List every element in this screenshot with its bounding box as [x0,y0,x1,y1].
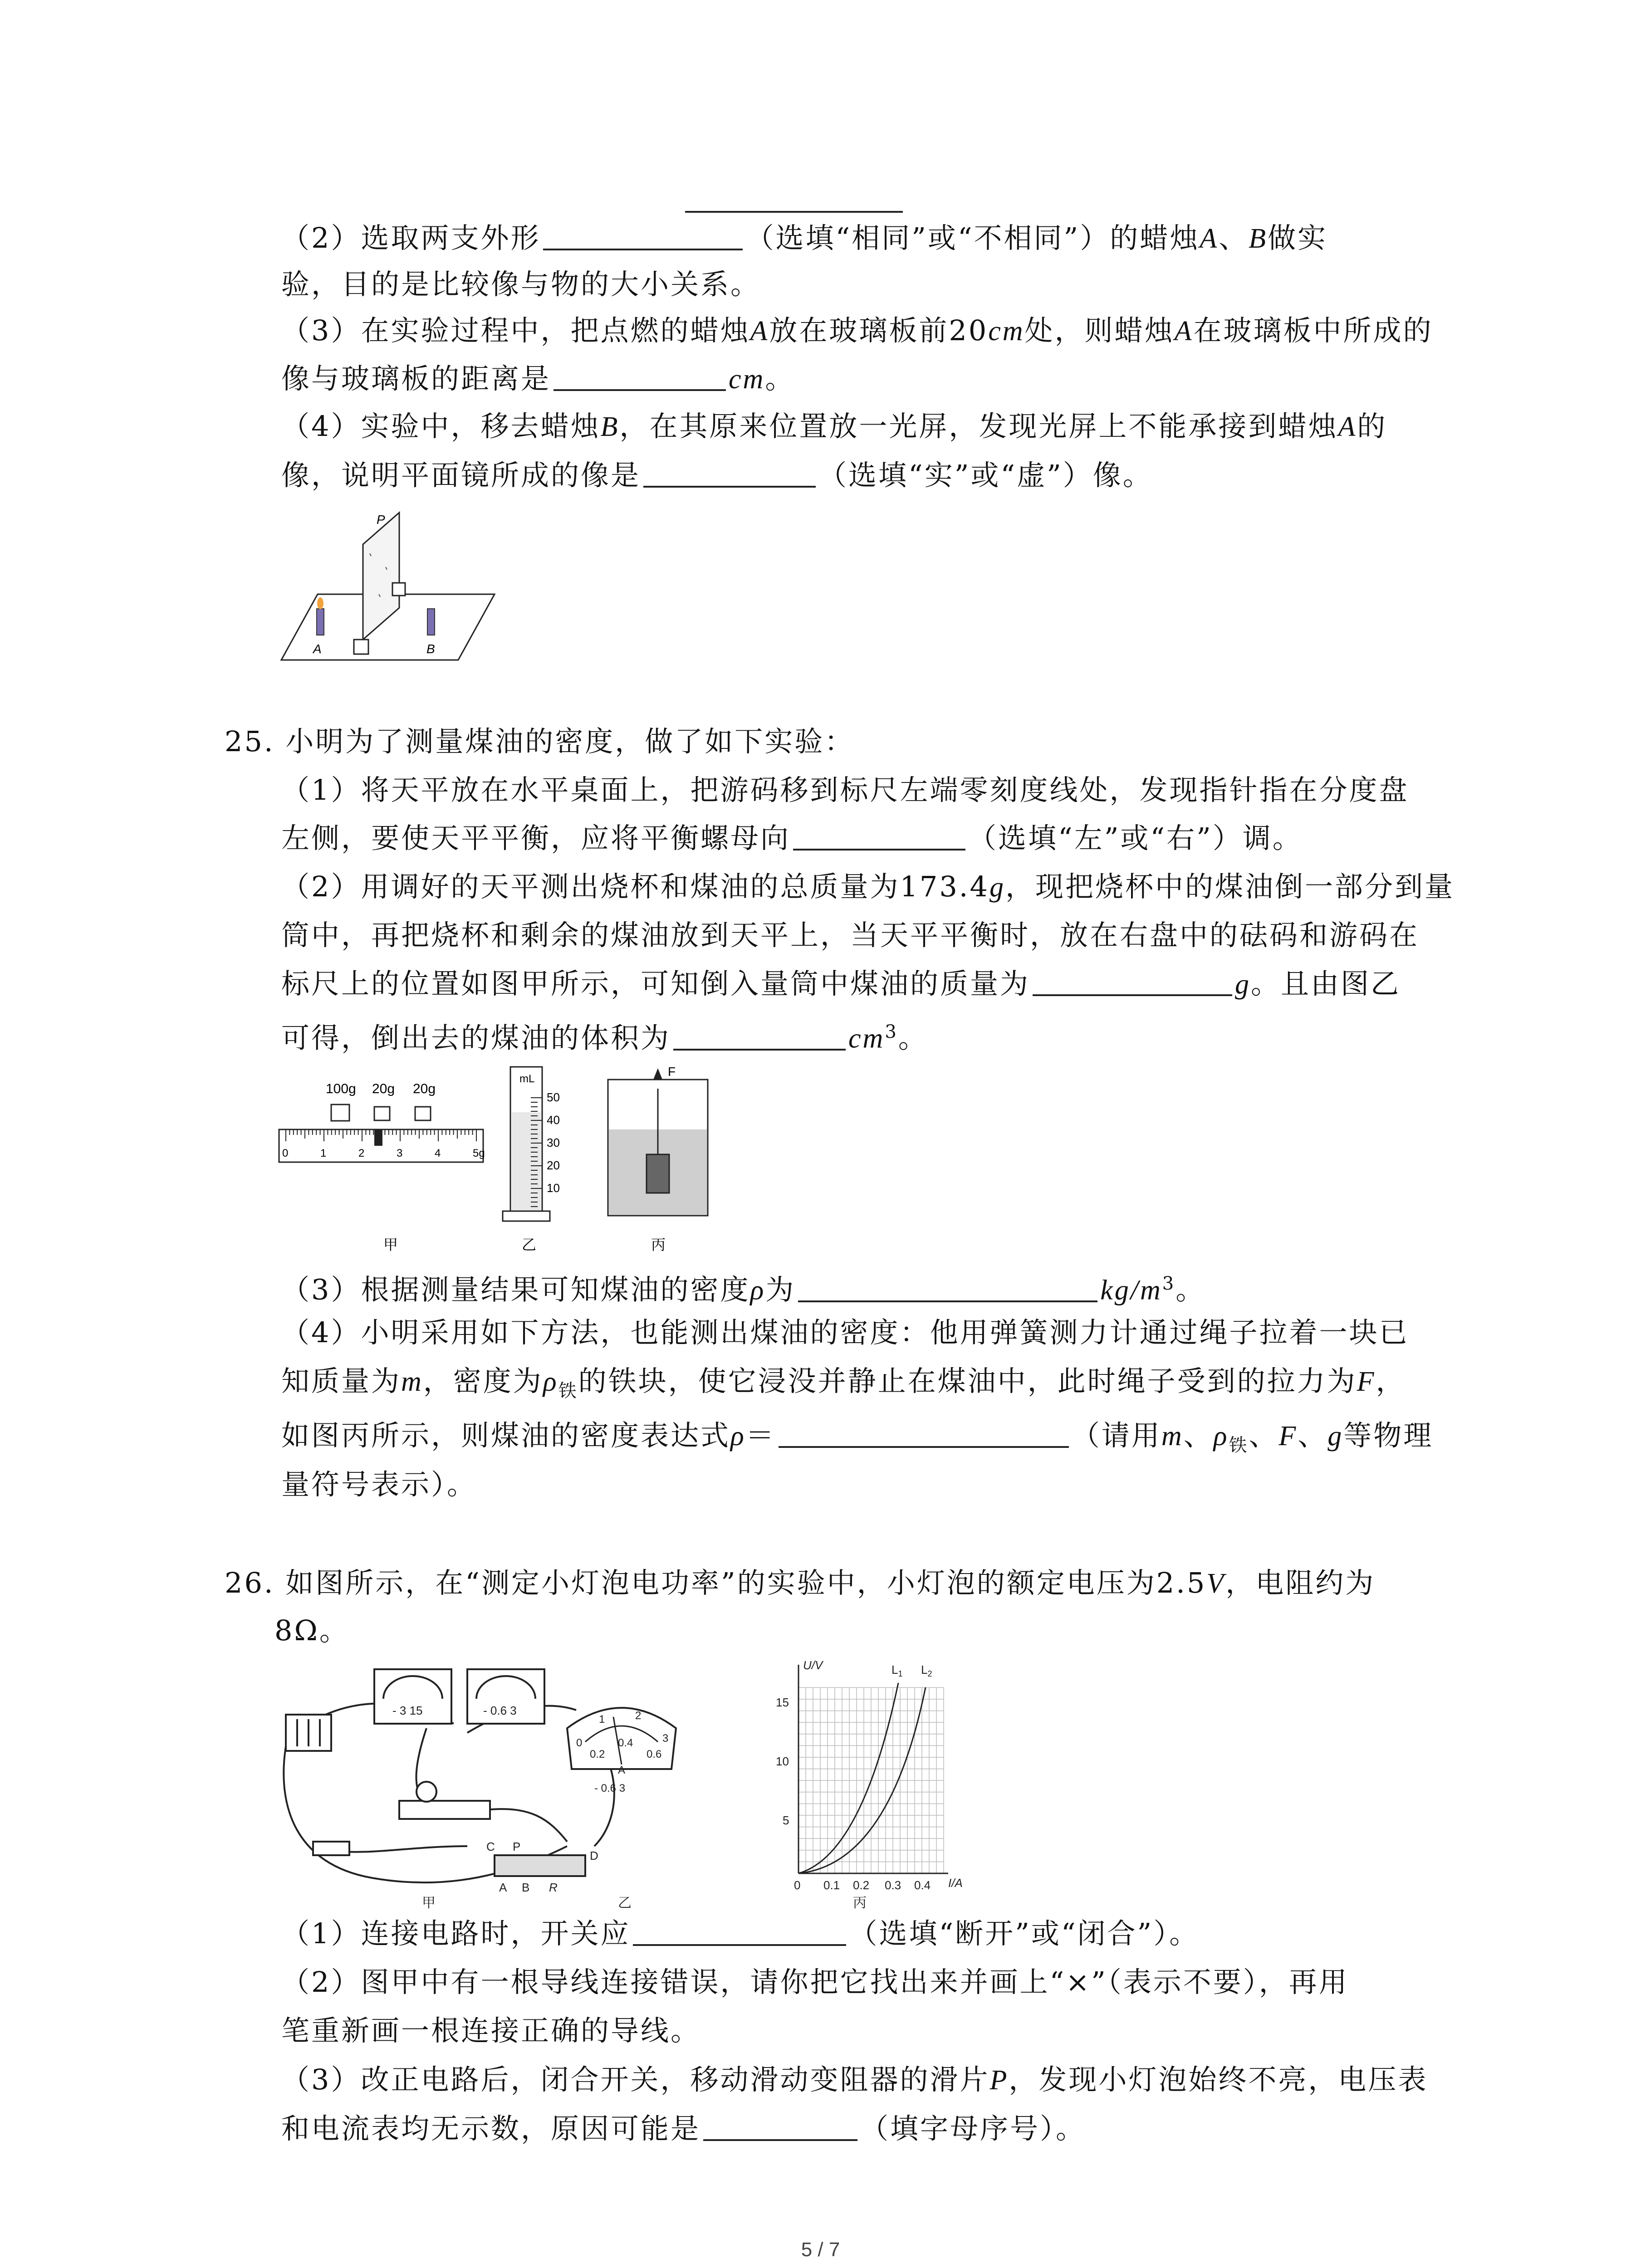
weight-icon [331,1105,349,1121]
answer-blank[interactable] [543,221,743,250]
y-tick: 15 [776,1696,789,1709]
answer-blank[interactable] [703,2112,857,2141]
scale-tick-label: 5g [473,1147,485,1159]
bulb-icon [416,1782,436,1802]
curve-label: $L_2$ [921,1663,932,1678]
q26-title-line1: 26. 如图所示，在“测定小灯泡电功率”的实验中，小灯泡的额定电压为2.5V，电阻约为 [225,1566,1376,1599]
scale-tick-label: 2 [358,1147,365,1159]
dial-tick: 1 [599,1713,605,1725]
ammeter-dial-figure [567,1708,676,1910]
graduated-cylinder-figure [503,1067,560,1253]
caption: 丙 [853,1896,867,1910]
caption: 乙 [618,1896,632,1910]
q25-part2-line4: 可得，倒出去的煤油的体积为 $cm^3$。 [281,1021,928,1055]
beaker-figure [608,1065,708,1253]
curve-label: $L_1$ [892,1663,903,1678]
force-label: F [668,1065,676,1079]
caption: 丙 [651,1237,666,1253]
q26-part3-line1: （3）改正电路后，闭合开关，移动滑动变阻器的滑片P，发现小灯泡始终不亮，电压表 [281,2063,1428,2096]
answer-blank[interactable] [1033,967,1232,996]
q26-part2-line2: 笔重新画一根连接正确的导线。 [281,2014,701,2047]
balance-scale-figure [279,1081,485,1253]
answer-blank [685,211,903,213]
q24-part4-line2: 像，说明平面镜所成的像是 （选填“实”或“虚”）像。 [281,459,1153,492]
weight-icon [415,1107,431,1120]
q26-figures [277,1656,1012,1910]
glass-plate [363,513,399,640]
rheostat-label: D [590,1849,598,1862]
circuit-figure [284,1669,614,1882]
mirror-experiment-figure [277,503,513,667]
ui-graph-figure [776,1658,963,1910]
scale-tick-label: 1 [320,1147,327,1159]
unit-label: mL [519,1073,535,1085]
q25-part3-line: （3）根据测量结果可知煤油的密度ρ为 $kg/m^3$。 [281,1273,1206,1306]
dial-terminals: - 0.6 3 [594,1782,626,1794]
dial-tick: 0.4 [618,1737,633,1749]
arrow-up-icon [653,1068,662,1080]
label-a: A [313,642,322,656]
flame-icon [317,597,323,609]
scale-tick-label: 3 [397,1147,403,1159]
scale-tick-label: 0 [282,1147,289,1159]
cylinder-tick-label: 20 [547,1158,560,1172]
q26-part2-line1: （2）图甲中有一根导线连接错误，请你把它找出来并画上“×”（表示不要），再用 [281,1965,1349,1999]
answer-blank[interactable] [793,821,965,850]
y-axis-label: U/V [803,1658,823,1672]
caption: 甲 [383,1237,398,1253]
y-tick: 5 [783,1813,789,1827]
rheostat-icon [495,1855,585,1876]
bulb-base [399,1801,490,1819]
support-block [392,583,405,596]
candle-b [427,609,435,635]
rider [374,1129,382,1146]
x-axis-label: I/A [948,1876,963,1890]
dial-tick: 0.2 [590,1748,605,1760]
dial-tick: 0.6 [647,1748,662,1760]
rheostat-label: R [549,1881,558,1894]
wire [336,1846,467,1852]
candle-a [317,609,324,635]
q25-part4-line4: 量符号表示）。 [281,1468,477,1501]
answer-blank[interactable] [643,459,816,488]
meter-scale-label: - 0.6 3 [483,1704,517,1717]
weight-icon [374,1107,390,1120]
label-b: B [426,642,435,656]
q25-part2-line2: 筒中，再把烧杯和剩余的煤油放到天平上，当天平平衡时，放在右盘中的砝码和游码在 [281,919,1420,952]
scale-tick-label: 4 [435,1147,441,1159]
caption: 甲 [422,1896,436,1910]
q24-part4-line1: （4）实验中，移去蜡烛B，在其原来位置放一光屏，发现光屏上不能承接到蜡烛A的 [281,410,1387,443]
cylinder-base [503,1211,550,1221]
x-tick: 0.3 [885,1878,901,1892]
q24-part3-line2: 像与玻璃板的距离是 cm。 [281,362,795,395]
rheostat-label: A [499,1881,507,1894]
answer-blank[interactable] [554,362,726,391]
rheostat-label: C [486,1840,495,1853]
cylinder-tick-label: 10 [547,1181,560,1195]
weight-label: 100g [326,1081,356,1096]
label-p: P [377,513,385,527]
x-tick: 0.2 [853,1878,870,1892]
q24-part2-line2: 验，目的是比较像与物的大小关系。 [281,268,761,301]
q25-part1-line2: 左侧，要使天平平衡，应将平衡螺母向 （选填“左”或“右”）调。 [281,821,1303,855]
page-number: 5 / 7 [801,2239,840,2261]
q25-part4-line2: 知质量为m，密度为$\rho_铁$的铁块，使它浸没并静止在煤油中，此时绳子受到的拉力为F， [281,1364,1406,1402]
wire [485,1809,567,1842]
q26-part3-line2: 和电流表均无示数，原因可能是 （填字母序号）。 [281,2112,1086,2145]
weight-label: 20g [372,1081,395,1096]
q25-title: 25. 小明为了测量煤油的密度，做了如下实验： [225,725,855,758]
answer-blank[interactable] [673,1022,846,1051]
meter-scale-label: - 3 15 [392,1704,423,1717]
q24-part3-line1: （3）在实验过程中，把点燃的蜡烛A放在玻璃板前20cm处，则蜡烛A在玻璃板中所成的 [281,314,1433,347]
q25-figures [277,1061,957,1261]
q24-part2-line1: （2）选取两支外形 （选填“相同”或“不相同”）的蜡烛A、B做实 [281,221,1328,254]
q25-part4-line3: 如图丙所示，则煤油的密度表达式ρ＝ （请用m、$\rho_铁$、F、g等物理 [281,1419,1434,1456]
rheostat-label: B [522,1881,530,1894]
dial-tick: 0 [576,1737,583,1749]
x-tick: 0.4 [914,1878,931,1892]
q26-part1-line: （1）连接电路时，开关应 （选填“断开”或“闭合”）。 [281,1917,1200,1950]
q26-title-line2: 8Ω。 [274,1614,349,1647]
cylinder-tick-label: 30 [547,1136,560,1149]
q25-part1-line1: （1）将天平放在水平桌面上，把游码移到标尺左端零刻度线处，发现指针指在分度盘 [281,773,1409,807]
dial-tick: 3 [662,1732,669,1745]
cylinder-tick-label: 50 [547,1090,560,1104]
answer-blank[interactable] [633,1917,846,1946]
answer-blank[interactable] [779,1419,1069,1448]
dial-tick: 2 [635,1710,642,1722]
iron-block [647,1154,669,1193]
curve-l1 [798,1683,898,1873]
answer-blank[interactable] [798,1273,1097,1302]
y-tick: 10 [776,1755,789,1768]
switch-icon [313,1842,349,1855]
cylinder-tick-label: 40 [547,1113,560,1127]
x-tick: 0.1 [823,1878,840,1892]
dial-unit: A [618,1764,626,1776]
rheostat-label: P [513,1840,521,1853]
q25-part4-line1: （4）小明采用如下方法，也能测出煤油的密度：他用弹簧测力计通过绳子拉着一块已 [281,1316,1409,1349]
support-block [354,640,368,654]
caption: 乙 [522,1237,537,1253]
q25-part2-line1: （2）用调好的天平测出烧杯和煤油的总质量为173.4g，现把烧杯中的煤油倒一部分到量 [281,870,1455,903]
q25-part2-line3: 标尺上的位置如图甲所示，可知倒入量筒中煤油的质量为 g。且由图乙 [281,967,1401,1000]
x-tick: 0 [794,1878,801,1892]
weight-label: 20g [413,1081,436,1096]
